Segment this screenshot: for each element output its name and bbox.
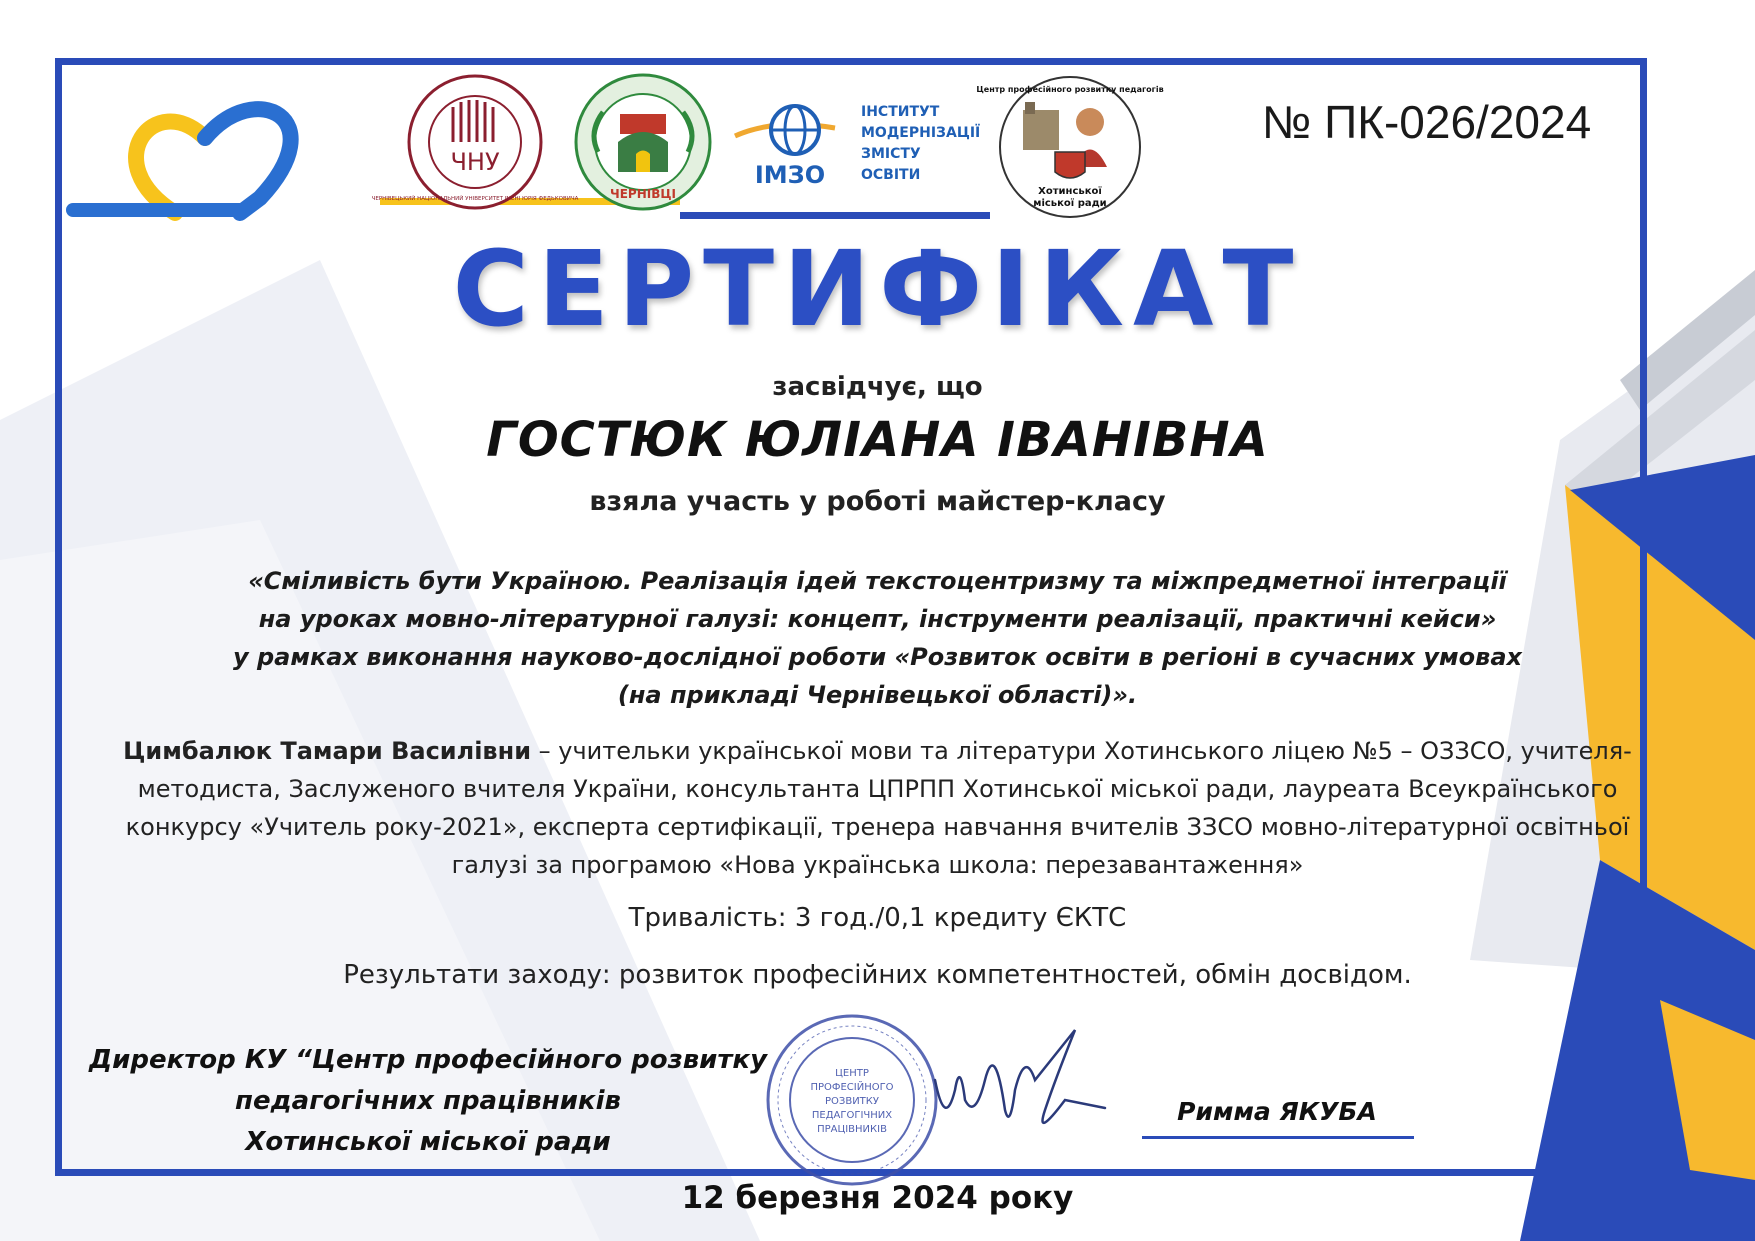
signature bbox=[925, 1020, 1125, 1150]
chnu-abbr: ЧНУ bbox=[450, 148, 500, 176]
lecturer-description: – учительки української мови та літератури Хотинського ліцею №5 – ОЗЗСО, учителя-методиста, Заслуженого вчителя України, консультанта ЦПРПП Хотинської міської ради, лауреата Всеукраїнського конкурсу «Учитель року-2021», експерта сертифікації, тренера навчання вчителів ЗЗСО мовно-літературної освітньої галузі за програмою «Нова українська школа: перезавантаження» bbox=[125, 737, 1632, 879]
centre-professional-development-logo bbox=[976, 72, 1164, 222]
stamp-line: ПЕДАГОГІЧНИХ bbox=[811, 1110, 893, 1121]
stamp-line: ПРАЦІВНИКІВ bbox=[817, 1124, 887, 1135]
certifies-text: засвідчує, що bbox=[772, 372, 983, 402]
duration-text: Тривалість: 3 год./0,1 кредиту ЄКТС bbox=[628, 903, 1127, 933]
imzo-logo bbox=[735, 98, 985, 198]
topic-line: у рамках виконання науково-дослідної роботи «Розвиток освіти в регіоні в сучасних умовах bbox=[232, 643, 1523, 671]
logo-band-blue bbox=[680, 212, 990, 219]
topic-line: (на прикладі Чернівецької області)». bbox=[617, 681, 1138, 709]
topic-line: на уроках мовно-літературної галузі: концепт, інструменти реалізації, практичні кейси» bbox=[258, 605, 1497, 633]
stamp-line: ПРОФЕСІЙНОГО bbox=[810, 1082, 894, 1093]
participation-text: взяла участь у роботі майстер-класу bbox=[589, 486, 1166, 517]
centre-caption-line: Хотинської bbox=[1038, 186, 1102, 197]
signer-name: Римма ЯКУБА bbox=[1177, 1097, 1377, 1126]
lecturer-info bbox=[110, 732, 1645, 884]
imzo-name-line: ЗМІСТУ bbox=[861, 146, 921, 162]
lecturer-name: Цимбалюк Тамари Василівни bbox=[123, 737, 532, 765]
issue-date: 12 березня 2024 року bbox=[681, 1180, 1074, 1216]
signature-line bbox=[1142, 1136, 1414, 1139]
imzo-name-line: МОДЕРНІЗАЦІЇ bbox=[861, 125, 981, 141]
chernivtsi-label: ЧЕРНІВЦІ bbox=[610, 187, 676, 201]
masterclass-topic bbox=[120, 562, 1635, 714]
chernivtsi-institute-logo bbox=[568, 72, 718, 212]
imzo-name-line: ОСВІТИ bbox=[861, 167, 921, 183]
imzo-globe-icon bbox=[735, 98, 845, 193]
stamp-line: ЦЕНТР bbox=[835, 1068, 869, 1079]
chnu-ring-text: ЧЕРНІВЕЦЬКИЙ НАЦІОНАЛЬНИЙ УНІВЕРСИТЕТ ІМЕНІ ЮРІЯ ФЕДЬКОВИЧА bbox=[371, 196, 579, 202]
director-line: Хотинської міської ради bbox=[245, 1127, 611, 1157]
stamp-line: РОЗВИТКУ bbox=[825, 1096, 879, 1107]
imzo-name-line: ІНСТИТУТ bbox=[861, 104, 940, 120]
official-stamp bbox=[762, 1010, 942, 1190]
director-line: педагогічних працівників bbox=[235, 1086, 621, 1116]
chnu-university-logo bbox=[371, 72, 579, 212]
centre-ring-text: Центр професійного розвитку педагогів bbox=[976, 85, 1164, 94]
certificate-title: СЕРТИФІКАТ bbox=[452, 228, 1303, 350]
topic-line: «Сміливість бути Україною. Реалізація ідей текстоцентризму та міжпредметної інтеграції bbox=[248, 567, 1507, 595]
imzo-abbr: ІМЗО bbox=[754, 161, 826, 189]
recipient-name: ГОСТЮК ЮЛІАНА ІВАНІВНА bbox=[486, 412, 1269, 468]
certificate-number: № ПК-026/2024 bbox=[1262, 96, 1592, 148]
director-title bbox=[88, 1040, 768, 1163]
results-text: Результати заходу: розвиток професійних компетентностей, обмін досвідом. bbox=[343, 960, 1412, 990]
heart-logo bbox=[65, 78, 355, 228]
centre-caption-line: міської ради bbox=[1033, 198, 1107, 209]
director-line: Директор КУ “Центр професійного розвитку bbox=[88, 1045, 768, 1075]
